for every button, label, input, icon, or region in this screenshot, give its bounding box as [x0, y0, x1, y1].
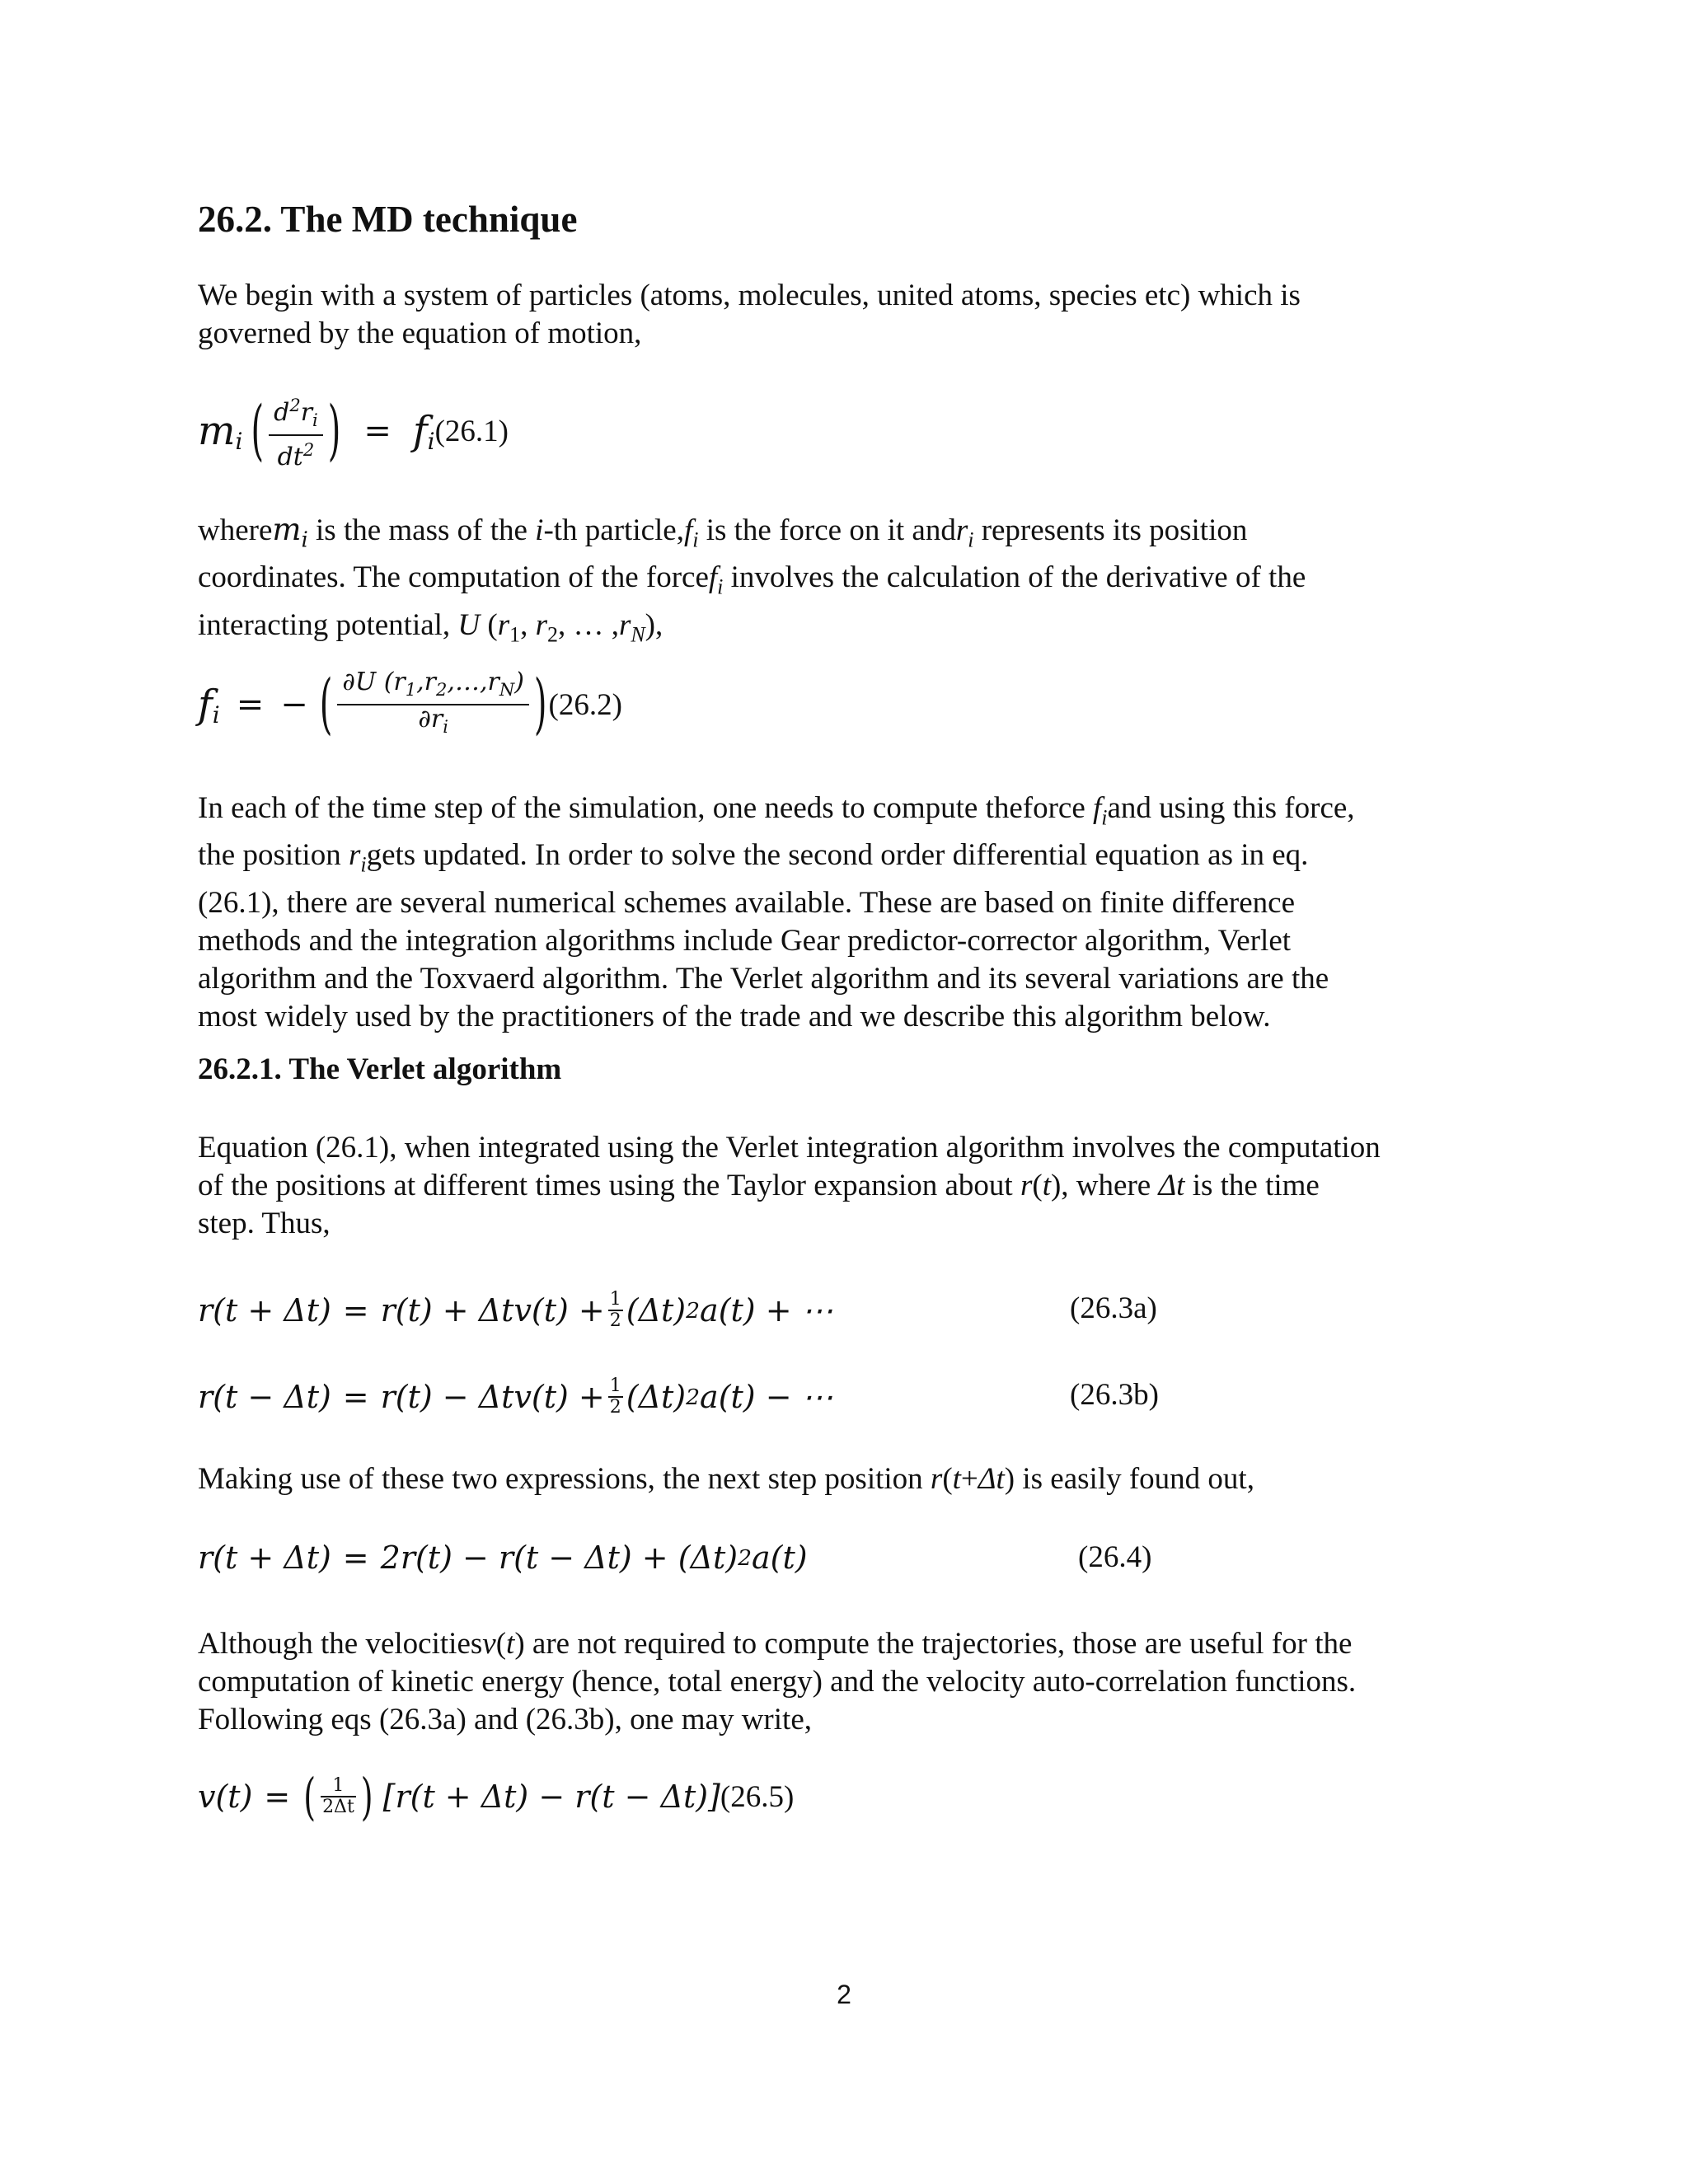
verlet-line2-b: , where: [1061, 1169, 1159, 1202]
def-text-d: is the force on it and: [698, 513, 956, 547]
def-text-e: represents its position: [973, 513, 1248, 547]
steps-line6: most widely used by the practitioners of the trade and we describe this algorithm below.: [198, 999, 1271, 1033]
verlet-line1: Equation (26.1), when integrated using the Verlet integration algorithm involves the computation: [198, 1131, 1381, 1165]
equation-number-26-2: (26.2): [548, 687, 622, 722]
equation-26-4: r(t + Δt) = 2r(t) − r(t − Δt) + (Δt) 2 a(t): [198, 1540, 808, 1576]
def-text-c: -th particle,: [543, 513, 684, 547]
equation-26-5: v(t) = ( $\frac{1}{2\Delta t}$ ) [r(t + Δt) − r(t − Δt)] (26.5): [198, 1767, 795, 1826]
def-text-a: where: [198, 513, 273, 547]
verlet-line3: step. Thus,: [198, 1207, 331, 1240]
steps-line3: (26.1), there are several numerical schemes available. These are based on finite difference: [198, 885, 1296, 920]
vel-line1-a: Although the velocities: [198, 1627, 483, 1661]
intro-paragraph: [198, 277, 1500, 353]
section-heading-block: [198, 198, 1500, 241]
def-line2-a: coordinates. The computation of the force: [198, 560, 709, 595]
next-step-paragraph: Making use of these two expressions, the next step position r(t+Δt) is easily found out,: [198, 1462, 1254, 1496]
equation-number-26-1: (26.1): [434, 414, 509, 448]
steps-line5: algorithm and the Toxvaerd algorithm. The Verlet algorithm and its several variations are the: [198, 961, 1329, 996]
def-line2-b: involves the calculation of the derivative of the: [723, 560, 1306, 595]
vel-line2: computation of kinetic energy (hence, total energy) and the velocity auto-correlation functions.: [198, 1665, 1357, 1699]
equation-26-3a: r(t + Δt) = r(t) + Δtv(t) + $\frac{1}{2}$ (Δt) 2 a(t) + ⋯: [198, 1289, 833, 1331]
section-heading: 26.2. The MD technique: [198, 199, 578, 240]
equation-number-26-4: (26.4): [1078, 1540, 1152, 1574]
equation-number-26-3b: (26.3b): [1070, 1378, 1159, 1412]
next-line1-b: is easily found out,: [1015, 1462, 1254, 1496]
equation-26-1: m $_i$ ( $\frac{d^2r_i}{dt^2}$ ) = f $_i$ (26.1): [198, 394, 1500, 468]
verlet-line2-a: of the positions at different times using the Taylor expansion about: [198, 1169, 1020, 1202]
equation-number-26-3a: (26.3a): [1070, 1291, 1157, 1325]
vel-line1-b: are not required to compute the trajectories, those are useful for the: [524, 1627, 1353, 1661]
fraction-d2r-dt2: $\frac{d^2r_i}{dt^2}$: [269, 391, 323, 471]
velocity-paragraph: Although the velocitiesv(t) are not required to compute the trajectories, those are useful for the computation of kinetic energy (hence, total energy) and the velocity auto-correlation functions. Following eqs (26.3a) and (26.3b), one may write,: [198, 1625, 1500, 1739]
def-line3: interacting potential,: [198, 607, 458, 642]
intro-line-1: We begin with a system of particles (atoms, molecules, united atoms, species etc) which is: [198, 279, 1301, 312]
steps-line2-a: the position: [198, 838, 349, 873]
vel-line3: Following eqs (26.3a) and (26.3b), one may write,: [198, 1703, 812, 1736]
equation-26-2: f $_i$ = − ( $\frac{\partial U (r_1,r_2,\dots,r_N)}{\partial r_i}$ ) (26.2): [198, 667, 622, 743]
steps-line4: methods and the integration algorithms include Gear predictor-corrector algorithm, Verlet: [198, 923, 1292, 958]
verlet-line2-c: is the time: [1184, 1169, 1320, 1202]
verlet-paragraph: Equation (26.1), when integrated using the Verlet integration algorithm involves the computation of the positions at different times using the Taylor expansion about r(t), where Δt is the time step. Thus,: [198, 1129, 1500, 1243]
time-step-paragraph: In each of the time step of the simulation, one needs to compute theforce $f_iand$ using this force, the position $r_igets$ updated. In order to solve the second order differential equation as in eq. (26.1), there are several numerical schemes available. These are based on finite difference methods and the integration algorithms include Gear predictor-corrector algorithm, Verlet algorithm and the Toxvaerd algorithm. The Verlet algorithm and its several variations are the most widely used by the practitioners of the trade and we describe this algorithm below.: [198, 790, 1500, 1036]
steps-line1-b: and using this force,: [1107, 791, 1355, 825]
definitions-paragraph: wherem$_i$ is the mass of the i-th $particle,f_i$ is the force on it andr$_i$ represents its position coordinates. The computation of the forcef$_i$ involves the calculation of the derivative of the interacting potential, U ($r_1$, $r_2$, … $,r_N$),: [198, 512, 1306, 647]
fraction-dU-dr: $\frac{\partial U (r_1,r_2,\dots,r_N)}{\partial r_i}$: [337, 668, 529, 741]
subsection-heading-block: [198, 1052, 1500, 1087]
steps-line1-a: In each of the time step of the simulation, one needs to compute theforce: [198, 791, 1094, 825]
intro-line-2: governed by the equation of motion,: [198, 316, 642, 350]
equation-number-26-5: (26.5): [720, 1779, 795, 1814]
next-line1-a: Making use of these two expressions, the next step position: [198, 1462, 931, 1496]
equation-26-3b: r(t − Δt) = r(t) − Δtv(t) + $\frac{1}{2}$ (Δt) 2 a(t) − ⋯: [198, 1376, 833, 1418]
steps-line2-b: gets updated. In order to solve the second order differential equation as in eq.: [366, 838, 1309, 873]
page-number: 2: [837, 1980, 851, 2009]
subsection-heading: 26.2.1. The Verlet algorithm: [198, 1052, 562, 1086]
def-text-b: is the mass of the: [307, 513, 536, 547]
